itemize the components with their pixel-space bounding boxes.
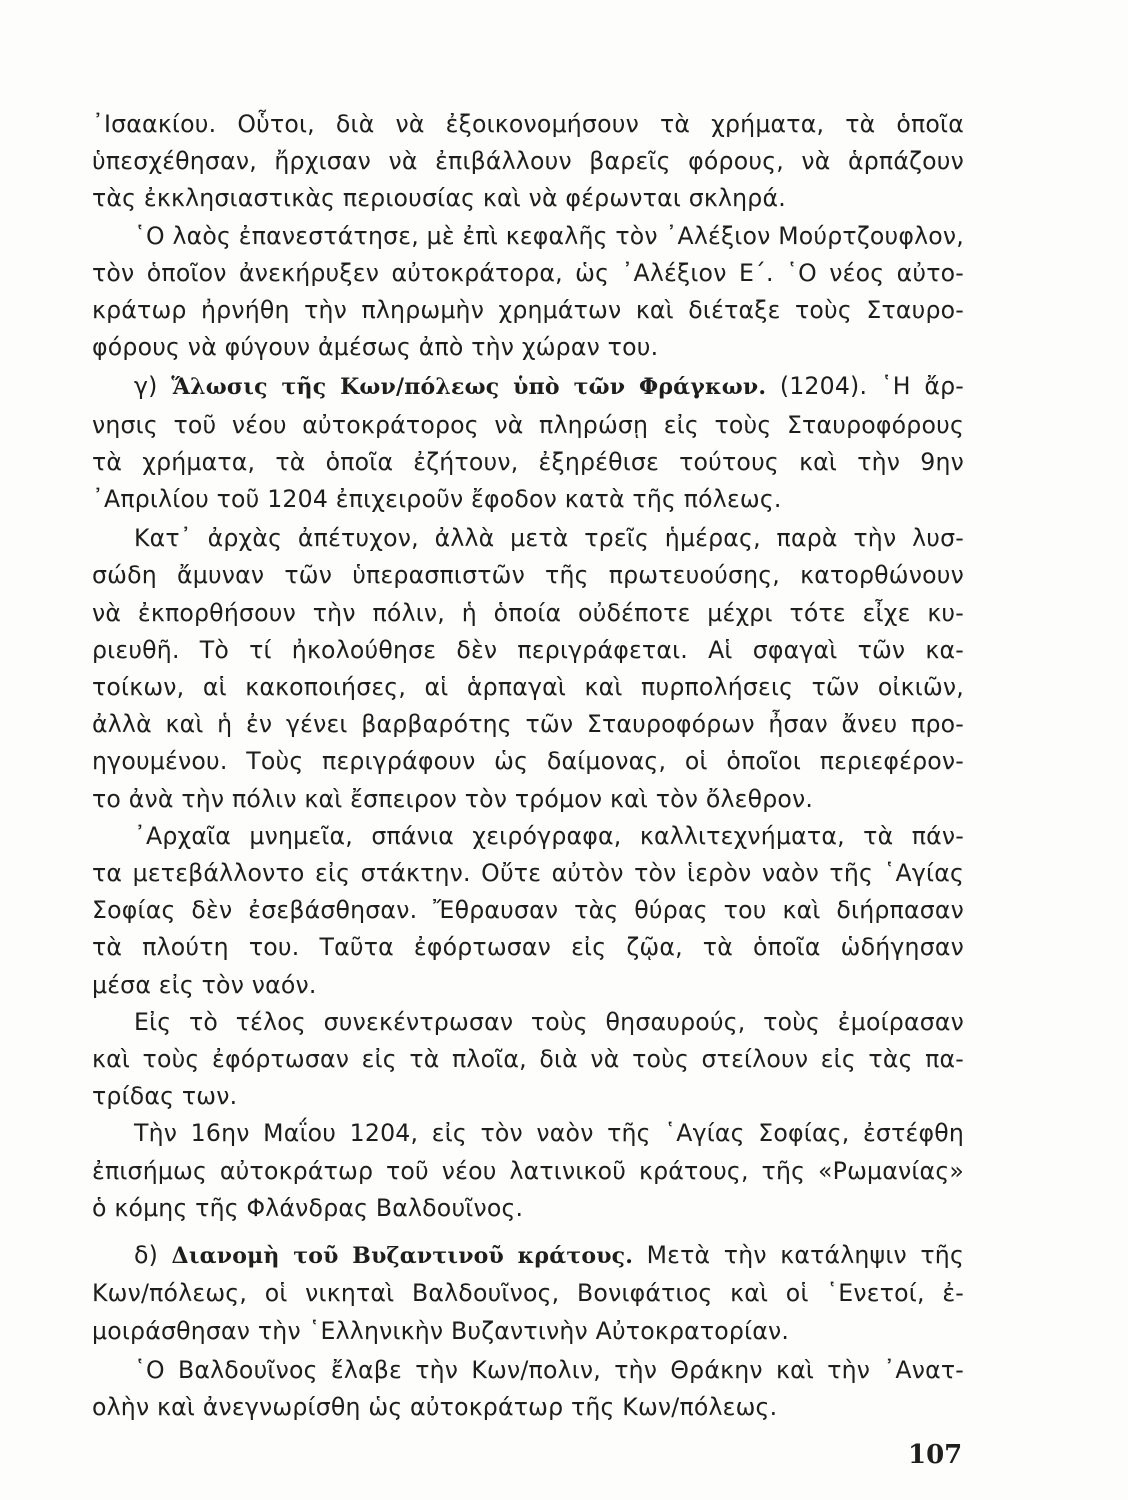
paragraph-6 (92, 1004, 964, 1116)
text-line: τὸν ὁποῖον ἀνεκήρυξεν αὐτοκράτορα, ὡς ᾿Αλέξιον Ε΄. ῾Ο νέος αὐτο- (92, 258, 964, 287)
text-line: ᾿Ισαακίου. Οὗτοι, διὰ νὰ ἐξοικονομήσουν τὰ χρήματα, τὰ ὁποῖα (92, 110, 964, 138)
text-line: Τὴν 16ην Μαΐου 1204, εἰς τὸν ναὸν τῆς ῾Αγίας Σοφίας, ἐστέφθη (134, 1119, 964, 1148)
heading-line (92, 1237, 964, 1275)
text-line: καὶ τοὺς ἐφόρτωσαν εἰς τὰ πλοῖα, διὰ νὰ τοὺς στείλουν εἰς τὰς πα- (92, 1045, 964, 1074)
text-line: κράτωρ ἠρνήθη τὴν πληρωμὴν χρημάτων καὶ διέταξε τοὺς Σταυρο- (92, 296, 964, 325)
section-letter: γ) (134, 372, 158, 401)
text-line: μοιράσθησαν τὴν ῾Ελληνικὴν Βυζαντινὴν Αὐτοκρατορίαν. (92, 1316, 790, 1345)
text-line: ἀλλὰ καὶ ἡ ἐν γένει βαρβαρότης τῶν Σταυροφόρων ἦσαν ἄνευ προ- (92, 710, 964, 739)
text-line: νησις τοῦ νέου αὐτοκράτορος νὰ πληρώσῃ εἰς τοὺς Σταυροφόρους (92, 410, 964, 439)
text-line: Σοφίας δὲν ἐσεβάσθησαν. Ἔθραυσαν τὰς θύρας του καὶ διήρπασαν (92, 896, 964, 925)
page-number: 107 (908, 1440, 963, 1470)
text-line: τὰ πλούτη του. Ταῦτα ἐφόρτωσαν εἰς ζῷα, τὰ ὁποῖα ὡδήγησαν (92, 933, 964, 962)
text-line: ὑπεσχέθησαν, ἤρχισαν νὰ ἐπιβάλλουν βαρεῖς φόρους, νὰ ἁρπάζουν (92, 147, 964, 176)
text-line: Κων/πόλεως, οἱ νικηταὶ Βαλδουῖνος, Βονιφάτιος καὶ οἱ ῾Ενετοί, ἐ- (92, 1279, 964, 1308)
paragraph-2 (92, 218, 964, 367)
paragraph-7 (92, 1115, 964, 1227)
text-line: Εἰς τὸ τέλος συνεκέντρωσαν τοὺς θησαυρούς, τοὺς ἐμοίρασαν (134, 1007, 964, 1036)
text-line: ᾿Αρχαῖα μνημεῖα, σπάνια χειρόγραφα, καλλιτεχνήματα, τὰ πάν- (134, 821, 964, 850)
text-line: τὰς ἐκκλησιαστικὰς περιουσίας καὶ νὰ φέρωνται σκληρά. (92, 184, 786, 213)
text-line: τα μετεβάλλοντο εἰς στάκτην. Οὔτε αὐτὸν τὸν ἱερὸν ναὸν τῆς ῾Αγίας (92, 859, 964, 888)
section-heading: Ἅλωσις τῆς Κων/πόλεως ὑπὸ τῶν Φράγκων. (171, 374, 767, 401)
text-line: μέσα εἰς τὸν ναόν. (92, 970, 317, 999)
text-line: ὁ κόμης τῆς Φλάνδρας Βαλδουῖνος. (92, 1193, 524, 1222)
heading-line-rest: Μετὰ τὴν κατάληψιν τῆς (646, 1241, 964, 1270)
text-line: ολὴν καὶ ἀνεγνωρίσθη ὡς αὐτοκράτωρ τῆς Κων/πόλεως. (92, 1392, 778, 1421)
text-line: φόρους νὰ φύγουν ἀμέσως ἀπὸ τὴν χώραν του. (92, 333, 659, 362)
paragraph-9 (92, 1352, 964, 1426)
text-line: Κατ᾿ ἀρχὰς ἀπέτυχον, ἀλλὰ μετὰ τρεῖς ἡμέρας, παρὰ τὴν λυσ- (134, 524, 964, 553)
text-line: ᾿Απριλίου τοῦ 1204 ἐπιχειροῦν ἔφοδον κατὰ τῆς πόλεως. (92, 485, 782, 514)
text-line: τὰ χρήματα, τὰ ὁποῖα ἐζήτουν, ἐξηρέθισε τούτους καὶ τὴν 9ην (92, 447, 964, 476)
text-line: ριευθῆ. Τὸ τί ἠκολούθησε δὲν περιγράφεται. Αἱ σφαγαὶ τῶν κα- (92, 635, 964, 664)
heading-line (92, 368, 964, 406)
paragraph-4 (92, 520, 964, 818)
text-line: τρίδας των. (92, 1082, 238, 1111)
text-line: τοίκων, αἱ κακοποιήσες, αἱ ἁρπαγαὶ καὶ πυρπολήσεις τῶν οἰκιῶν, (92, 673, 964, 702)
section-heading: Διανομὴ τοῦ Βυζαντινοῦ κράτους. (171, 1243, 634, 1270)
text-line: νὰ ἐκπορθήσουν τὴν πόλιν, ἡ ὁποία οὐδέποτε μέχρι τότε εἶχε κυ- (92, 598, 964, 627)
text-line: ῾Ο Βαλδουῖνος ἔλαβε τὴν Κων/πολιν, τὴν Θράκην καὶ τὴν ᾿Ανατ- (134, 1355, 964, 1384)
page-text (92, 106, 964, 1426)
text-line: ῾Ο λαὸς ἐπανεστάτησε, μὲ ἐπὶ κεφαλῆς τὸν ᾿Αλέξιον Μούρτζουφλον, (134, 221, 964, 250)
heading-line-rest: (1204). ῾Η ἄρ- (779, 372, 964, 401)
paragraph-8 (92, 1237, 964, 1350)
paragraph-3 (92, 368, 964, 518)
text-line: ἐπισήμως αὐτοκράτωρ τοῦ νέου λατινικοῦ κράτους, τῆς «Ρωμανίας» (92, 1156, 964, 1185)
text-line: το ἀνὰ τὴν πόλιν καὶ ἔσπειρον τὸν τρόμον καὶ τὸν ὄλεθρον. (92, 784, 814, 813)
section-letter: δ) (134, 1241, 159, 1270)
paragraph-5 (92, 818, 964, 1004)
text-line: σώδη ἄμυναν τῶν ὑπερασπιστῶν τῆς πρωτευούσης, κατορθώνουν (92, 561, 964, 590)
paragraph-1 (92, 106, 964, 218)
text-line: ηγουμένου. Τοὺς περιγράφουν ὡς δαίμονας, οἱ ὁποῖοι περιεφέρον- (92, 747, 964, 776)
